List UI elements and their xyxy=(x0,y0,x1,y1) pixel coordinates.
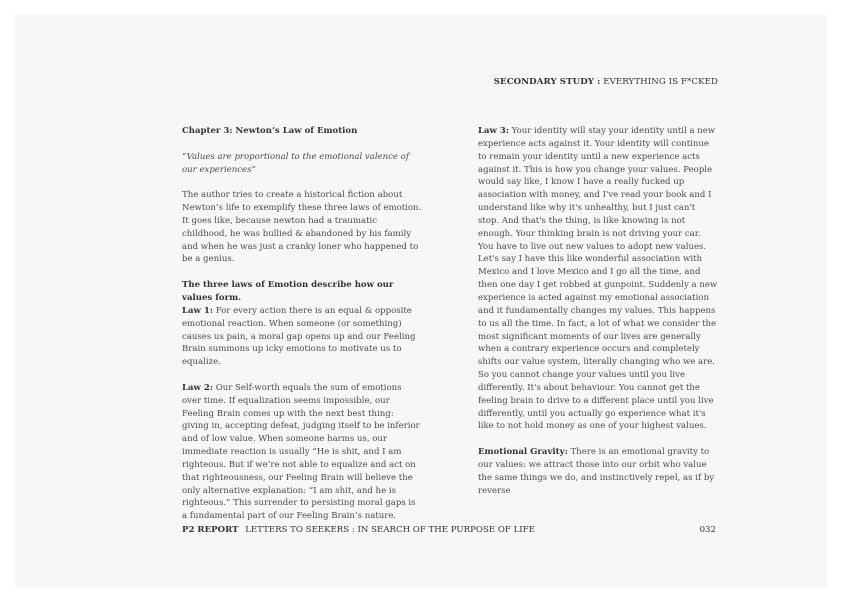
law3-text: Your identity will stay your identity until a new experience acts against it. Your identity will continue to remain your identity until a new experience acts against it. This is how you change your values. People would say like, I know I have a really fucked up association with money, and I've read your book and I understand like why it's unhealthy, but I just can't stop. And that's the thing, is like knowing is not enough. Your thinking brain is not driving your car. You have to live out new values to adopt new values. Let's say I have this like wonderful association with Mexico and I love Mexico and I go all the time, and then one day I get robbed at gunpoint. Suddenly a new experience is acted against my emotional association and it fundamentally changes my values. This happens to us all the time. In fact, a lot of what we consider the most significant moments of our lives are generally when a contrary experience occurs and completely shifts our value system, literally changing who we are. So you cannot change your values until you live differently. It's about behaviour. You cannot get the feeling brain to drive to a different place until you live differently, until you actually go experience what it's like to not hold money as one of your highest values. xyxy=(478,126,718,432)
footer-report-label: P2 REPORT xyxy=(182,525,239,535)
chapter-title: Chapter 3: Newton’s Law of Emotion xyxy=(182,126,358,136)
law3-paragraph xyxy=(478,125,718,433)
law1-text: For every action there is an equal & opposite emotional reaction. When someone (or something) causes us pain, a moral gap opens up and our Feeling Brain summons up icky emotions to motivate us to equalize. xyxy=(182,305,416,368)
gravity-text: There is an emotional gravity to our values: we attract those into our orbit who value the same things we do, and instinctively repel, as if by reverse xyxy=(478,447,715,496)
header-section-title: EVERYTHING IS F*CKED xyxy=(600,77,718,87)
gravity-paragraph xyxy=(478,446,718,497)
header-section-label: SECONDARY STUDY : xyxy=(493,77,601,87)
gravity-label: Emotional Gravity: xyxy=(478,447,568,458)
law2-paragraph xyxy=(182,382,422,523)
running-footer xyxy=(182,525,716,535)
law1-label: Law 1: xyxy=(182,305,213,316)
left-column xyxy=(182,125,422,536)
page-number: 032 xyxy=(699,525,716,535)
chapter-quote: “Values are proportional to the emotional valence of our experiences” xyxy=(182,151,409,175)
law2-text: Our Self-worth equals the sum of emotions over time. If equalization seems impossible, our Feeling Brain comes up with the next best thing: giving in, accepting defeat, judging itself to be inferior and of low value. When someone harms us, our immediate reaction is usually “He is shit, and I am righteous. But if we’re not able to equalize and act on that righteousness, our Feeling Brain will believe the only alternative explanation: “I am shit, and he is righteous.” This surrender to persisting moral gaps is a fundamental part of our Feeling Brain’s nature. xyxy=(182,382,420,522)
right-column xyxy=(478,125,718,510)
law3-label: Law 3: xyxy=(478,126,509,136)
laws-heading: The three laws of Emotion describe how our values form. xyxy=(182,280,394,303)
law2-label: Law 2: xyxy=(182,382,213,393)
laws-paragraph xyxy=(182,279,422,369)
running-header xyxy=(494,77,718,87)
intro-paragraph: The author tries to create a historical fiction about Newton’s life to exemplify these three laws of emotion. It goes like, because newton had a traumatic childhood, he was bullied & abandoned by his family and when he was just a cranky loner who happened to be a genius. xyxy=(182,190,422,265)
footer-title: LETTERS TO SEEKERS : IN SEARCH OF THE PURPOSE OF LIFE xyxy=(245,525,535,535)
